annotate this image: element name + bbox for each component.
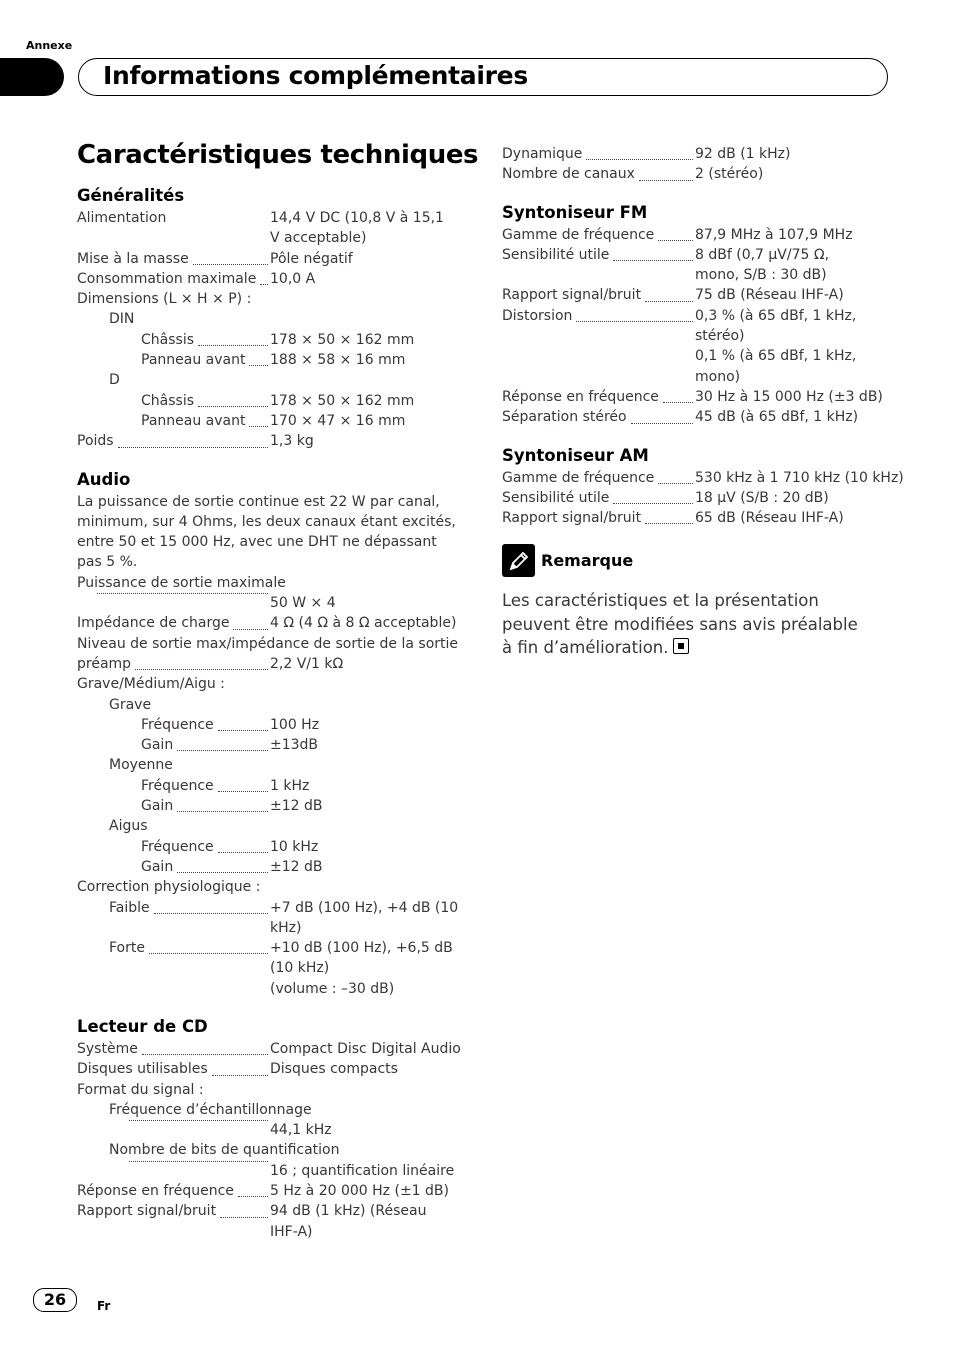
spec-value: Disques compacts [270, 1061, 398, 1078]
note-header [502, 544, 892, 577]
spec-row-am-gamme [502, 468, 904, 488]
spec-label-gma: Grave/Médium/Aigu : [77, 676, 225, 693]
leader-dots [129, 1120, 268, 1121]
spec-row-forte [77, 938, 459, 999]
spec-value: 94 dB (1 kHz) (Réseau IHF-A) [270, 1203, 427, 1240]
section-heading-cd: Lecteur de CD [77, 1016, 208, 1036]
spec-row-fm-gamme [502, 225, 892, 245]
leader-dots [238, 1196, 268, 1197]
leader-dots [118, 447, 268, 448]
spec-value: 2,2 V/1 kΩ [270, 655, 344, 672]
leader-dots [586, 159, 693, 160]
spec-label: Système [77, 1040, 138, 1057]
spec-label: Rapport signal/bruit [502, 510, 642, 527]
leader-dots [135, 669, 268, 670]
spec-value: ±13dB [270, 737, 319, 754]
leader-dots [645, 301, 693, 302]
leader-dots [663, 402, 693, 403]
spec-label-correction: Correction physiologique : [77, 879, 261, 896]
spec-label: Réponse en fréquence [502, 388, 659, 405]
spec-label: Nombre de canaux [502, 166, 635, 183]
spec-label: Sensibilité utile [502, 489, 610, 506]
spec-label: Dynamique [502, 146, 583, 162]
spec-row-masse [77, 249, 467, 269]
language-label: Fr [97, 1299, 111, 1313]
spec-label: Panneau avant [141, 412, 246, 429]
spec-label: Gain [141, 737, 174, 754]
spec-label: Gain [141, 798, 174, 815]
spec-label: préamp [77, 655, 132, 672]
spec-value: +7 dB (100 Hz), +4 dB (10 kHz) [270, 899, 459, 936]
spec-value: 18 µV (S/B : 20 dB) [695, 489, 829, 506]
spec-value: 0,1 % (à 65 dBf, 1 kHz, mono) [695, 348, 857, 385]
spec-value: 178 × 50 × 162 mm [270, 392, 415, 409]
spec-row-fm-distorsion [502, 306, 877, 387]
spec-label: Disques utilisables [77, 1061, 208, 1078]
spec-row-d-chassis [77, 391, 467, 411]
spec-value: 8 dBf (0,7 µV/75 Ω, mono, S/B : 30 dB) [695, 246, 830, 284]
left-column [77, 186, 467, 1242]
spec-value: 0,3 % (à 65 dBf, 1 kHz, stéréo) [695, 307, 857, 345]
spec-row-d-panneau [77, 411, 467, 431]
spec-row-canaux [502, 164, 892, 184]
spec-value: 10,0 A [270, 270, 316, 287]
spec-value: Pôle négatif [270, 250, 353, 267]
spec-label-dimensions: Dimensions (L × H × P) : [77, 291, 252, 308]
spec-label: Alimentation [77, 210, 167, 226]
leader-dots [198, 406, 268, 407]
header-tab-decoration [0, 58, 64, 96]
spec-value: 14,4 V DC (10,8 V à 15,1 V acceptable) [270, 210, 444, 247]
chapter-title: Informations complémentaires [103, 61, 528, 90]
spec-row-preamp [77, 654, 467, 674]
spec-sublabel-moyenne: Moyenne [109, 757, 173, 774]
leader-dots [639, 180, 693, 181]
leader-dots [631, 423, 693, 424]
spec-value: 178 × 50 × 162 mm [270, 331, 415, 348]
leader-dots [212, 1075, 268, 1076]
spec-label: Fréquence [141, 838, 214, 855]
spec-row-din-panneau [77, 350, 467, 370]
chapter-header [78, 58, 888, 96]
spec-label: Impédance de charge [77, 615, 230, 632]
leader-dots [249, 365, 268, 366]
spec-value-note: (volume : –30 dB) [270, 980, 395, 997]
spec-sublabel-echantillonnage: Fréquence d’échantillonnage [109, 1101, 312, 1118]
spec-value: 30 Hz à 15 000 Hz (±3 dB) [695, 388, 883, 405]
leader-dots [177, 811, 268, 812]
note-body: Les caractéristiques et la présentation peuvent être modifiées sans avis préalable à fin d’amélioration. [502, 591, 858, 658]
section-heading-fm: Syntoniseur FM [502, 202, 648, 222]
spec-label: Sensibilité utile [502, 246, 610, 263]
note-text [502, 589, 872, 660]
leader-dots [249, 426, 268, 427]
page-title: Caractéristiques techniques [77, 140, 479, 170]
leader-dots [218, 730, 268, 731]
leader-dots [645, 523, 693, 524]
leader-dots [658, 240, 693, 241]
spec-label: Réponse en fréquence [77, 1183, 234, 1200]
spec-row-poids [77, 431, 467, 451]
spec-label: Faible [109, 899, 150, 916]
spec-row-grave-freq [77, 715, 467, 735]
spec-sublabel-grave: Grave [109, 696, 152, 713]
spec-value: +10 dB (100 Hz), +6,5 dB (10 kHz) [270, 940, 453, 977]
spec-row-disques [77, 1059, 467, 1079]
spec-label: Panneau avant [141, 352, 246, 369]
spec-label: Gain [141, 858, 174, 875]
spec-value: ±12 dB [270, 858, 323, 875]
spec-label: Châssis [141, 392, 194, 409]
spec-row-moyenne-gain [77, 796, 467, 816]
spec-row-moyenne-freq [77, 776, 467, 796]
spec-row-faible [77, 898, 459, 939]
spec-label: Rapport signal/bruit [77, 1203, 217, 1220]
leader-dots [149, 953, 268, 954]
spec-value: 4 Ω (4 Ω à 8 Ω acceptable) [270, 615, 457, 632]
spec-label: Séparation stéréo [502, 409, 627, 426]
leader-dots [218, 791, 268, 792]
spec-value: 65 dB (Réseau IHF-A) [695, 510, 844, 527]
spec-label: Châssis [141, 331, 194, 348]
leader-dots [177, 872, 268, 873]
spec-value: 530 kHz à 1 710 kHz (10 kHz) [695, 469, 904, 486]
leader-dots [129, 1161, 268, 1162]
pencil-icon [502, 544, 535, 577]
spec-row-am-sensibilite [502, 488, 892, 508]
leader-dots [220, 1217, 268, 1218]
spec-value: Compact Disc Digital Audio [270, 1040, 461, 1057]
spec-row-fm-sensibilite [502, 245, 877, 286]
spec-label-niveau: Niveau de sortie max/impédance de sortie de la sortie [77, 635, 459, 652]
spec-row-impedance [77, 613, 467, 633]
spec-label: Fréquence [141, 716, 214, 733]
spec-row-aigus-freq [77, 837, 467, 857]
spec-label: Forte [109, 940, 145, 957]
spec-row-echantillonnage [77, 1120, 467, 1140]
section-heading-am: Syntoniseur AM [502, 445, 649, 465]
page-number: 26 [33, 1288, 77, 1312]
audio-intro-text: La puissance de sortie continue est 22 W par canal, minimum, sur 4 Ohms, les deux canaux étant excités, entre 50 et 15 000 Hz, avec une DHT ne dépassant pas 5 %. [77, 493, 456, 571]
spec-row-cd-rapport [77, 1201, 427, 1242]
spec-value: 2 (stéréo) [695, 166, 764, 183]
spec-sublabel-aigus: Aigus [109, 818, 148, 835]
spec-value: 92 dB (1 kHz) [695, 146, 791, 162]
spec-label: Consommation maximale [77, 270, 257, 287]
spec-value: 10 kHz [270, 838, 319, 855]
leader-dots [218, 852, 268, 853]
spec-label: Poids [77, 433, 114, 450]
spec-value: 5 Hz à 20 000 Hz (±1 dB) [270, 1183, 449, 1200]
spec-row-alimentation [77, 208, 449, 249]
section-label-annexe: Annexe [26, 39, 73, 52]
spec-value: 44,1 kHz [270, 1122, 332, 1139]
leader-dots [198, 345, 268, 346]
leader-dots [260, 284, 268, 285]
spec-label: Fréquence [141, 777, 214, 794]
spec-value: 16 ; quantification linéaire [270, 1162, 455, 1179]
spec-value: 75 dB (Réseau IHF-A) [695, 287, 844, 304]
spec-sublabel-din: DIN [109, 311, 135, 328]
leader-dots [576, 321, 693, 322]
spec-row-fm-rapport [502, 285, 892, 305]
spec-label: Gamme de fréquence [502, 226, 655, 243]
leader-dots [142, 1054, 268, 1055]
spec-row-din-chassis [77, 330, 467, 350]
spec-value: 170 × 47 × 16 mm [270, 412, 406, 429]
spec-row-fm-separation [502, 407, 892, 427]
right-column [502, 144, 904, 660]
spec-value: 100 Hz [270, 716, 320, 733]
note-title: Remarque [541, 550, 634, 570]
spec-value: ±12 dB [270, 798, 323, 815]
leader-dots [658, 483, 693, 484]
spec-label-puissance: Puissance de sortie maximale [77, 574, 286, 591]
spec-label: Rapport signal/bruit [502, 287, 642, 304]
spec-row-aigus-gain [77, 857, 467, 877]
spec-row-consommation [77, 269, 467, 289]
spec-sublabel-d: D [109, 372, 120, 389]
leader-dots [193, 264, 268, 265]
spec-label: Mise à la masse [77, 250, 189, 267]
leader-dots [613, 260, 693, 261]
spec-label: Distorsion [502, 307, 573, 324]
spec-row-am-rapport [502, 508, 892, 528]
spec-value: 188 × 58 × 16 mm [270, 352, 406, 369]
spec-value: 45 dB (à 65 dBf, 1 kHz) [695, 409, 859, 426]
spec-value: 50 W × 4 [270, 595, 336, 612]
leader-dots [154, 913, 268, 914]
section-heading-generalites: Généralités [77, 186, 185, 205]
leader-dots [613, 503, 693, 504]
spec-row-bits [77, 1161, 467, 1181]
spec-value: 1,3 kg [270, 433, 314, 450]
leader-dots [97, 593, 268, 594]
spec-row-dynamique [502, 144, 892, 164]
spec-label-format: Format du signal : [77, 1081, 204, 1098]
spec-row-cd-reponse [77, 1181, 467, 1201]
leader-dots [233, 629, 268, 630]
spec-row-puissance [77, 593, 467, 613]
leader-dots [177, 750, 268, 751]
spec-sublabel-bits: Nombre de bits de quantification [109, 1142, 340, 1159]
spec-label: Gamme de fréquence [502, 469, 655, 486]
section-heading-audio: Audio [77, 469, 131, 489]
spec-row-systeme [77, 1039, 467, 1059]
spec-value: 1 kHz [270, 777, 310, 794]
end-mark-icon [673, 638, 689, 654]
spec-row-grave-gain [77, 735, 467, 755]
spec-row-fm-reponse [502, 387, 892, 407]
spec-value: 87,9 MHz à 107,9 MHz [695, 226, 853, 243]
